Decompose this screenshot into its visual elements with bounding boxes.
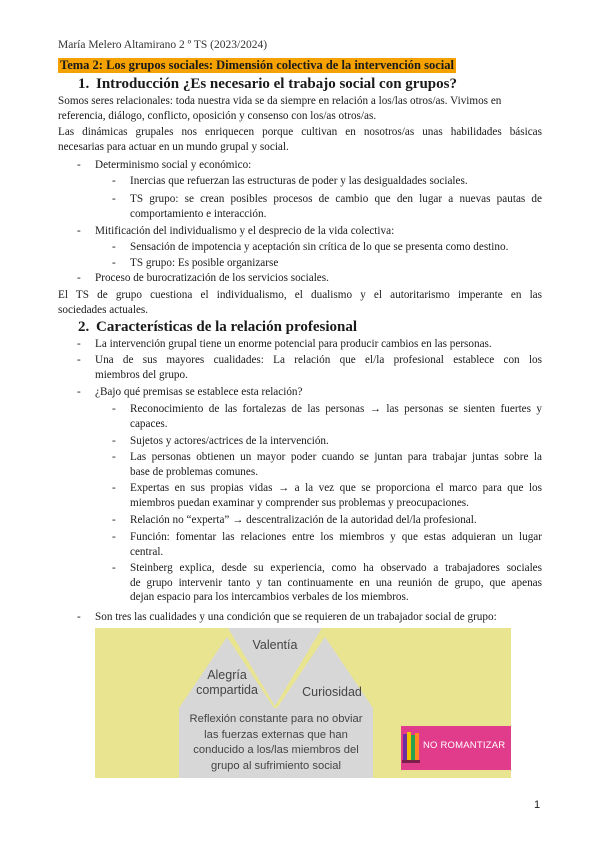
list-item-text: La intervención grupal tiene un enorme potencial para producir cambios en las personas. xyxy=(95,338,492,350)
list-item xyxy=(112,240,509,255)
bullet-dash: - xyxy=(112,175,116,187)
list-item xyxy=(112,174,468,189)
bullet-dash: - xyxy=(77,159,81,171)
bullet-dash: - xyxy=(112,257,116,269)
list-item-text: ¿Bajo qué premisas se establece esta relación? xyxy=(95,386,303,398)
list-item-text: Función: fomentar las relaciones entre los miembros y que estas adquieran un lugar xyxy=(130,531,542,543)
list-item-text: de grupo intervenir tanto y tan continuamente en una reunión de grupo, que apenas xyxy=(130,576,542,589)
reflexion-line: conducido a los/las miembros del xyxy=(193,744,359,756)
bullet-dash: - xyxy=(112,562,116,574)
bullet-dash: - xyxy=(112,435,116,447)
paragraph-relational xyxy=(58,94,544,123)
bullet-dash: - xyxy=(77,272,81,284)
reflexion-line: las fuerzas externas que han xyxy=(204,728,348,741)
list-item-text: central. xyxy=(130,545,164,558)
no-romantizar-badge xyxy=(401,726,511,770)
section-2-heading xyxy=(78,318,357,336)
list-item-text: dejan espacio para los intercambios verbales de los miembros. xyxy=(130,591,409,604)
curiosidad-label: Curiosidad xyxy=(302,685,362,699)
list-item-text: Una de sus mayores cualidades: La relación que el/la profesional establece con los xyxy=(95,354,542,366)
section-2-number: 2. xyxy=(78,319,90,335)
list-item-text: miembros del grupo. xyxy=(95,368,188,381)
alegria-line: Alegría xyxy=(207,668,247,682)
paragraph-line: necesarias para actuar en un mundo grupal y social. xyxy=(58,140,289,153)
list-item xyxy=(112,561,542,605)
page-number: 1 xyxy=(534,799,541,811)
section-2-title: Características de la relación profesional xyxy=(96,319,358,335)
books-icon xyxy=(401,726,423,770)
bullet-dash: - xyxy=(112,403,116,415)
list-item-text: capaces. xyxy=(130,417,168,430)
section-1-title: Introducción ¿Es necesario el trabajo social con grupos? xyxy=(96,76,457,92)
list-item xyxy=(112,450,542,479)
section-1-heading xyxy=(78,75,457,93)
reflexion-line: grupo al sufrimiento social xyxy=(211,759,341,772)
list-item-text: Relación no “experta” → descentralización de la autoridad del/la profesional. xyxy=(130,514,477,526)
list-item-text: Reconocimiento de las fortalezas de las personas → las personas se sienten fuertes y xyxy=(130,403,542,415)
bullet-dash: - xyxy=(77,225,81,237)
no-romantizar-text: NO ROMANTIZAR xyxy=(423,740,506,751)
paragraph-line: referencia, diálogo, conflicto, oposición y consenso con los/as otros/as. xyxy=(58,109,377,122)
bullet-dash: - xyxy=(77,354,81,366)
list-item xyxy=(77,385,303,400)
list-item xyxy=(112,402,542,431)
list-item xyxy=(112,481,542,510)
list-item xyxy=(112,513,477,528)
bullet-dash: - xyxy=(112,514,116,526)
list-item xyxy=(77,337,492,352)
bullet-dash: - xyxy=(112,482,116,494)
list-item-text: Las personas obtienen un mayor poder cuando se juntan para trabajar juntas sobre la xyxy=(130,451,542,463)
valentia-label: Valentía xyxy=(252,638,298,652)
bullet-dash: - xyxy=(112,531,116,543)
list-item-text: base de problemas comunes. xyxy=(130,465,258,478)
paragraph-dynamics xyxy=(58,125,542,154)
topic-title: Tema 2: Los grupos sociales: Dimensión colectiva de la intervención social xyxy=(60,58,454,72)
reflexion-line: Reflexión constante para no obviar xyxy=(189,713,363,725)
bullet-dash: - xyxy=(112,193,116,205)
bullet-dash: - xyxy=(112,241,116,253)
list-item-text: comportamiento e interacción. xyxy=(130,207,267,220)
page-header: María Melero Altamirano 2 º TS (2023/2024) xyxy=(58,39,268,51)
paragraph-conclusion xyxy=(58,288,542,317)
list-item-text: Inercias que refuerzan las estructuras de poder y las desigualdades sociales. xyxy=(130,175,468,187)
alegria-label xyxy=(179,668,275,698)
list-item xyxy=(112,434,329,449)
list-item xyxy=(77,158,252,173)
qualities-diagram xyxy=(95,628,511,778)
list-item-text: Sujetos y actores/actrices de la intervención. xyxy=(130,435,329,447)
list-item-text: TS grupo: se crean posibles procesos de cambio que den lugar a nuevas pautas de xyxy=(130,193,542,205)
list-item xyxy=(77,224,395,239)
list-item xyxy=(77,610,497,625)
bullet-dash: - xyxy=(112,451,116,463)
list-item-text: Proceso de burocratización de los servicios sociales. xyxy=(95,272,329,284)
list-item-text: Son tres las cualidades y una condición que se requieren de un trabajador social de grupo: xyxy=(95,611,497,623)
section-1-number: 1. xyxy=(78,76,90,92)
bullet-dash: - xyxy=(77,386,81,398)
reflexion-label xyxy=(179,712,373,774)
paragraph-line: El TS de grupo cuestiona el individualismo, el dualismo y el autoritarismo imperante en las xyxy=(58,289,542,301)
paragraph-line: Las dinámicas grupales nos enriquecen porque cultivan en nosotros/as unas habilidades básicas xyxy=(58,126,542,138)
list-item-text: miembros puedan examinar y comprender sus problemas y preocupaciones. xyxy=(130,496,469,509)
paragraph-line: Somos seres relacionales: toda nuestra vida se da siempre en relación a los/las otros/as. Vivimos en xyxy=(58,95,502,107)
list-item xyxy=(77,353,542,382)
list-item-text: Determinismo social y económico: xyxy=(95,159,252,171)
alegria-line: compartida xyxy=(196,683,258,697)
list-item-text: Steinberg explica, desde su experiencia, como ha observado a trabajadores sociales xyxy=(130,562,542,574)
list-item-text: Expertas en sus propias vidas → a la vez que se proporciona el marco para que los xyxy=(130,482,542,494)
list-item xyxy=(112,192,542,221)
list-item-text: TS grupo: Es posible organizarse xyxy=(130,257,279,269)
bullet-dash: - xyxy=(77,611,81,623)
list-item xyxy=(112,530,542,559)
bullet-dash: - xyxy=(77,338,81,350)
paragraph-line: sociedades actuales. xyxy=(58,303,149,316)
list-item xyxy=(77,271,329,286)
list-item xyxy=(112,256,279,271)
list-item-text: Mitificación del individualismo y el desprecio de la vida colectiva: xyxy=(95,225,395,237)
list-item-text: Sensación de impotencia y aceptación sin crítica de lo que se presenta como destino. xyxy=(130,241,509,253)
